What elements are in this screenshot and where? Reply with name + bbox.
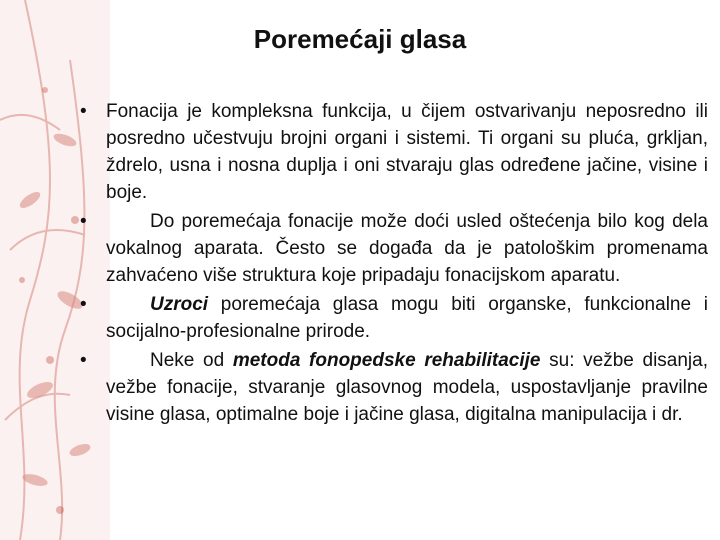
bullet-list (80, 98, 708, 430)
bullet-item-3 (80, 291, 708, 345)
bullet-text-1: Fonacija je kompleksna funkcija, u čijem ostvarivanju neposredno ili posredno učestvuju brojni organi i sistemi. Ti organi su pluća, grkljan, ždrelo, usna i nosna duplja i oni stvaraju glas određene jačine, visine i boje. (106, 101, 708, 203)
bullet-text-3: poremećaja glasa mogu biti organske, funkcionalne i socijalno-profesionalne prirode. (106, 294, 708, 342)
bullet-text-2: Do poremećaja fonacije može doći usled oštećenja bilo kog dela vokalnog aparata. Često se događa da je patološkim promenama zahvaćeno više struktura koje pripadaju fonacijskom aparatu. (106, 211, 708, 286)
bullet-dot-icon: • (80, 294, 87, 315)
bullet-emphasis-4: metoda fonopedske rehabilitacije (232, 350, 541, 371)
bullet-item-2 (80, 208, 708, 289)
slide-title-text: Poremećaji glasa (253, 24, 467, 54)
bullet-item-4 (80, 347, 708, 428)
bullet-text-4: su: vežbe disanja, vežbe fonacije, stvaranje glasovnog modela, uspostavljanje pravilne visine glasa, optimalne boje i jačine glasa, digitalna manipulacija i dr. (106, 350, 708, 425)
bullet-dot-icon: • (80, 101, 87, 122)
slide-title (0, 24, 720, 55)
bullet-emphasis-3: Uzroci (150, 294, 209, 315)
bullet-dot-icon: • (80, 211, 87, 232)
bullet-dot-icon: • (80, 350, 87, 371)
bullet-prefix-4: Neke od (150, 350, 233, 371)
bullet-item-1 (80, 98, 708, 206)
